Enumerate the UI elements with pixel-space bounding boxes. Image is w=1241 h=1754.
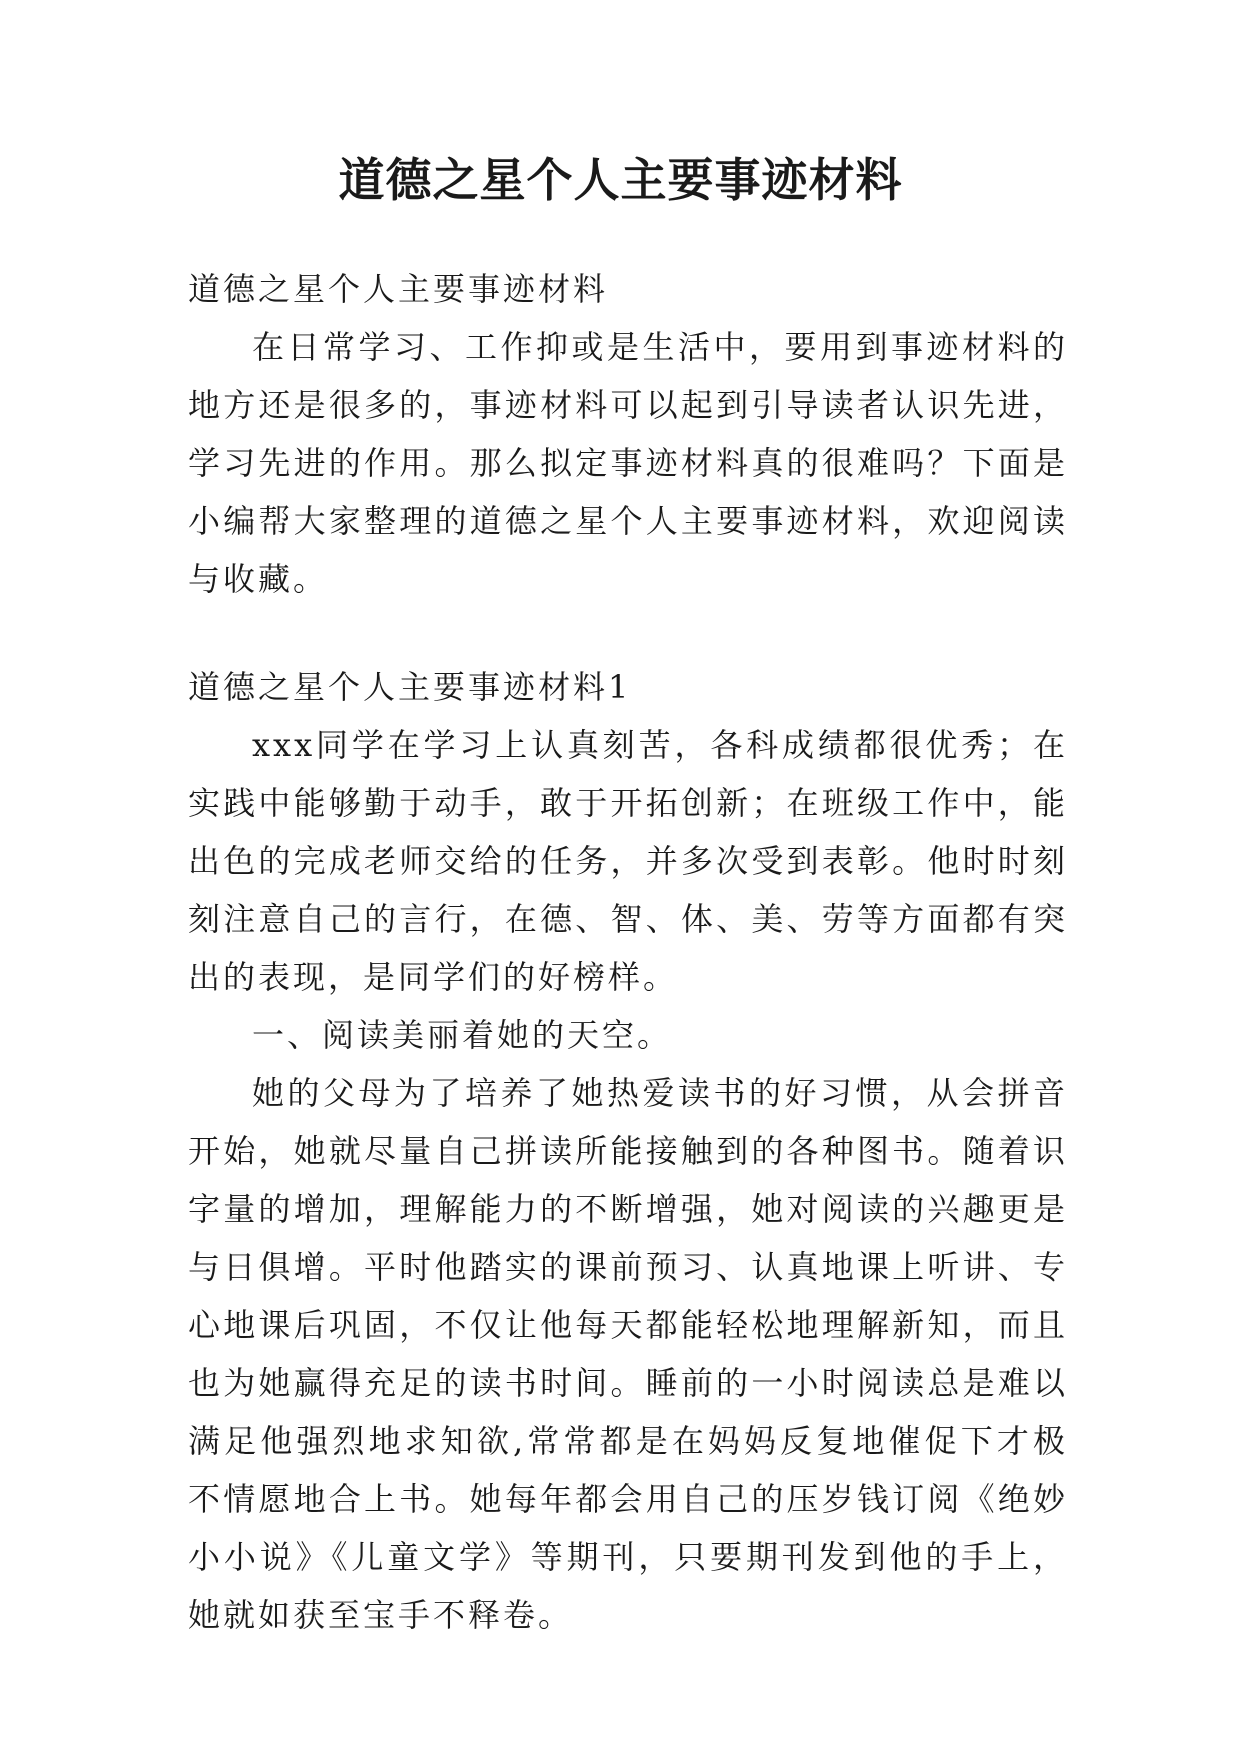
subheading-reading: 一、阅读美丽着她的天空。 <box>252 1016 673 1054</box>
section-1-paragraph: xxx同学在学习上认真刻苦，各科成绩都很优秀；在实践中能够勤于动手，敢于开拓创新；在班级工作中，能出色的完成老师交给的任务，并多次受到表彰。他时时刻刻注意自己的言行，在德、智、体、美、劳等方面都有突出的表现，是同学们的好榜样。 <box>188 726 1068 996</box>
intro-paragraph: 在日常学习、工作抑或是生活中，要用到事迹材料的地方还是很多的，事迹材料可以起到引导读者认识先进，学习先进的作用。那么拟定事迹材料真的很难吗？下面是小编帮大家整理的道德之星个人主要事迹材料，欢迎阅读与收藏。 <box>188 328 1068 598</box>
section-heading-1: 道德之星个人主要事迹材料1 <box>188 668 632 706</box>
reading-paragraph: 她的父母为了培养了她热爱读书的好习惯，从会拼音开始，她就尽量自己拼读所能接触到的各种图书。随着识字量的增加，理解能力的不断增强，她对阅读的兴趣更是与日俱增。平时他踏实的课前预习、认真地课上听讲、专心地课后巩固，不仅让他每天都能轻松地理解新知，而且也为她赢得充足的读书时间。睡前的一小时阅读总是难以满足他强烈地求知欲,常常都是在妈妈反复地催促下才极不情愿地合上书。她每年都会用自己的压岁钱订阅《绝妙小小说》《儿童文学》等期刊，只要期刊发到他的手上，她就如获至宝手不释卷。 <box>188 1074 1068 1634</box>
intro-heading: 道德之星个人主要事迹材料 <box>188 270 609 308</box>
document-title: 道德之星个人主要事迹材料 <box>338 153 903 207</box>
document-body <box>188 260 1068 1644</box>
